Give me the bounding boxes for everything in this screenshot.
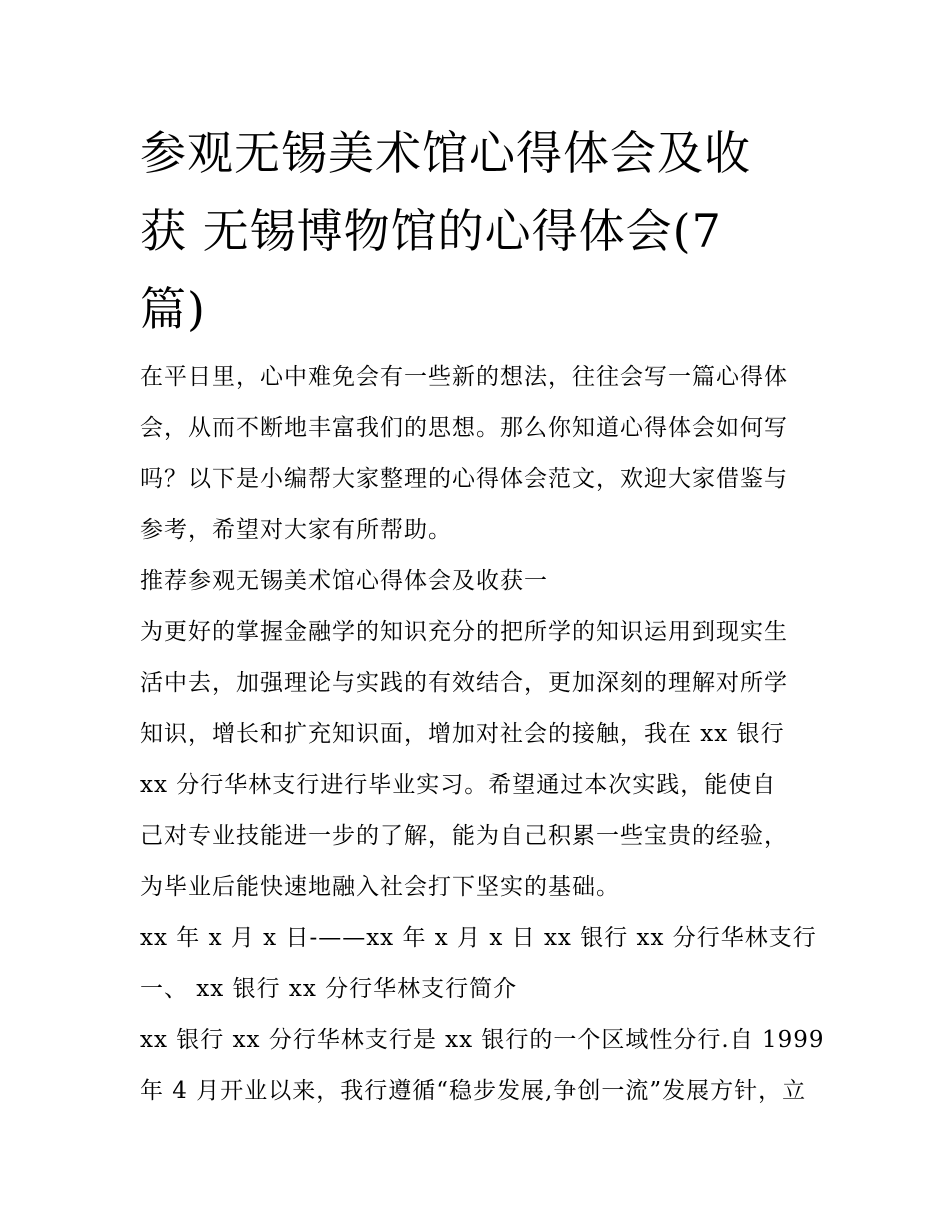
document-body [140,352,825,1117]
text-line: 知识，增长和扩充知识面，增加对社会的接触，我在 xx 银行 [140,721,785,747]
intro-paragraph [140,352,815,556]
title-line: 参观无锡美术馆心得体会及收 [140,126,751,180]
text-line: 一、 xx 银行 xx 分行华林支行简介 [140,976,518,1002]
text-line: 活中去，加强理论与实践的有效结合，更加深刻的理解对所学 [140,670,788,696]
text-line: 会，从而不断地丰富我们的思想。那么你知道心得体会如何写 [140,415,788,441]
text-line: 年 4 月开业以来，我行遵循“稳步发展,争创一流”发展方针，立 [140,1078,807,1104]
text-line: 为更好的掌握金融学的知识充分的把所学的知识运用到现实生 [140,619,788,645]
title-line: 篇) [140,282,206,336]
text-line: 参考，希望对大家有所帮助。 [140,517,452,543]
text-line: xx 年 x 月 x 日-——xx 年 x 月 x 日 xx 银行 xx 分行华林支行 [140,925,817,951]
document-title [140,114,820,348]
text-line: xx 分行华林支行进行毕业实习。希望通过本次实践，能使自 [140,772,777,798]
text-line: 推荐参观无锡美术馆心得体会及收获一 [140,568,548,594]
subsection-heading [140,964,815,1015]
text-line: 己对专业技能进一步的了解，能为自己积累一些宝贵的经验， [140,823,788,849]
title-line: 获 无锡博物馆的心得体会(7 [140,204,722,258]
text-line: 在平日里，心中难免会有一些新的想法，往往会写一篇心得体 [140,364,788,390]
body-paragraph [140,1015,825,1117]
body-paragraph [140,607,815,913]
date-line [140,913,815,964]
text-line: 吗？以下是小编帮大家整理的心得体会范文，欢迎大家借鉴与 [140,466,788,492]
section-heading [140,556,815,607]
text-line: xx 银行 xx 分行华林支行是 xx 银行的一个区域性分行.自 1999 [140,1027,825,1053]
text-line: 为毕业后能快速地融入社会打下坚实的基础。 [140,874,620,900]
